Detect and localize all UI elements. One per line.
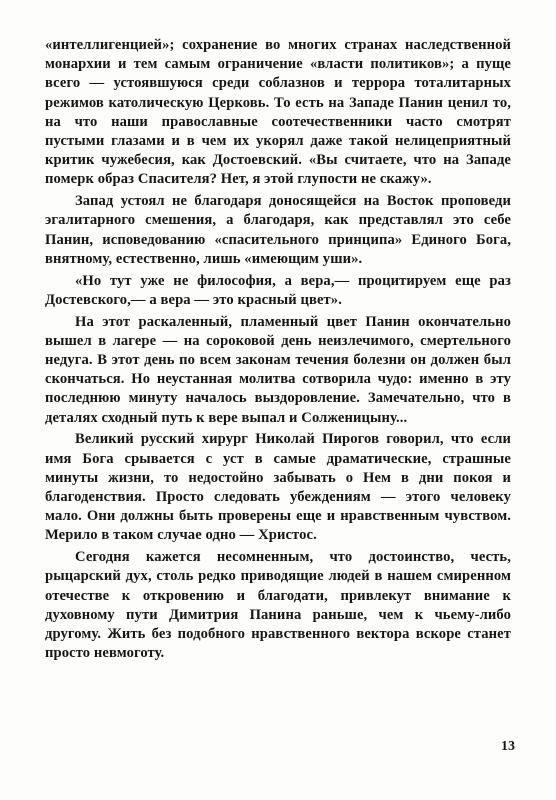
body-text [45, 36, 511, 666]
paragraph-1: «интеллигенцией»; сохранение во многих странах наследственной монархии и тем самым ограничение «власти политиков»; а пуще всего — устоявшуюся среди соблазнов и террора тоталитарных режимов католическую Церковь. То есть на Западе Панин ценил то, на что наши православные соотечественники часто смотрят пустыми глазами и в чем их укорял даже такой нелицеприятный критик чужебесия, как Достоевский. «Вы считаете, что на Западе померк образ Спасителя? Нет, я этой глупости не скажу». [45, 37, 511, 188]
page-number: 13 [501, 739, 515, 754]
paragraph-6: Сегодня кажется несомненным, что достоинство, честь, рыцарский дух, столь редко приводящие людей в нашем смиренном отечестве к откровению и благодати, привлекут внимание к духовному пути Димитрия Панина раньше, чем к чьему-либо другому. Жить без подобного нравственного вектора вскоре станет просто невмоготу. [45, 549, 511, 662]
paragraph-3: «Но тут уже не философия, а вера,— процитируем еще раз Достевского,— а вера — это красный цвет». [45, 272, 511, 308]
paragraph-5: Великий русский хирург Николай Пирогов говорил, что если имя Бога срывается с уст в самые драматические, страшные минуты жизни, то недостойно забывать о Нем в дни покоя и благоденствия. Просто следовать убеждениям — этого человеку мало. Они должны быть проверены еще и нравственным чувством. Мерило в таком случае одно — Христос. [45, 431, 511, 544]
paragraph-4: На этот раскаленный, пламенный цвет Панин окончательно вышел в лагере — на сороковой день неизлечимого, смертельного недуга. В этот день по всем законам течения болезни он должен был скончаться. Но неустанная молитва сотворила чудо: именно в эту последнюю минуту началось выздоровление. Замечательно, что в деталях сходный путь к вере выпал и Солженицыну... [45, 313, 511, 426]
paragraph-2: Запад устоял не благодаря доносящейся на Восток проповеди эгалитарного смешения, а благодаря, как представлял это себе Панин, исповедованию «спасительного принципа» Единого Бога, внятному, естественно, лишь «имеющим уши». [45, 193, 511, 267]
